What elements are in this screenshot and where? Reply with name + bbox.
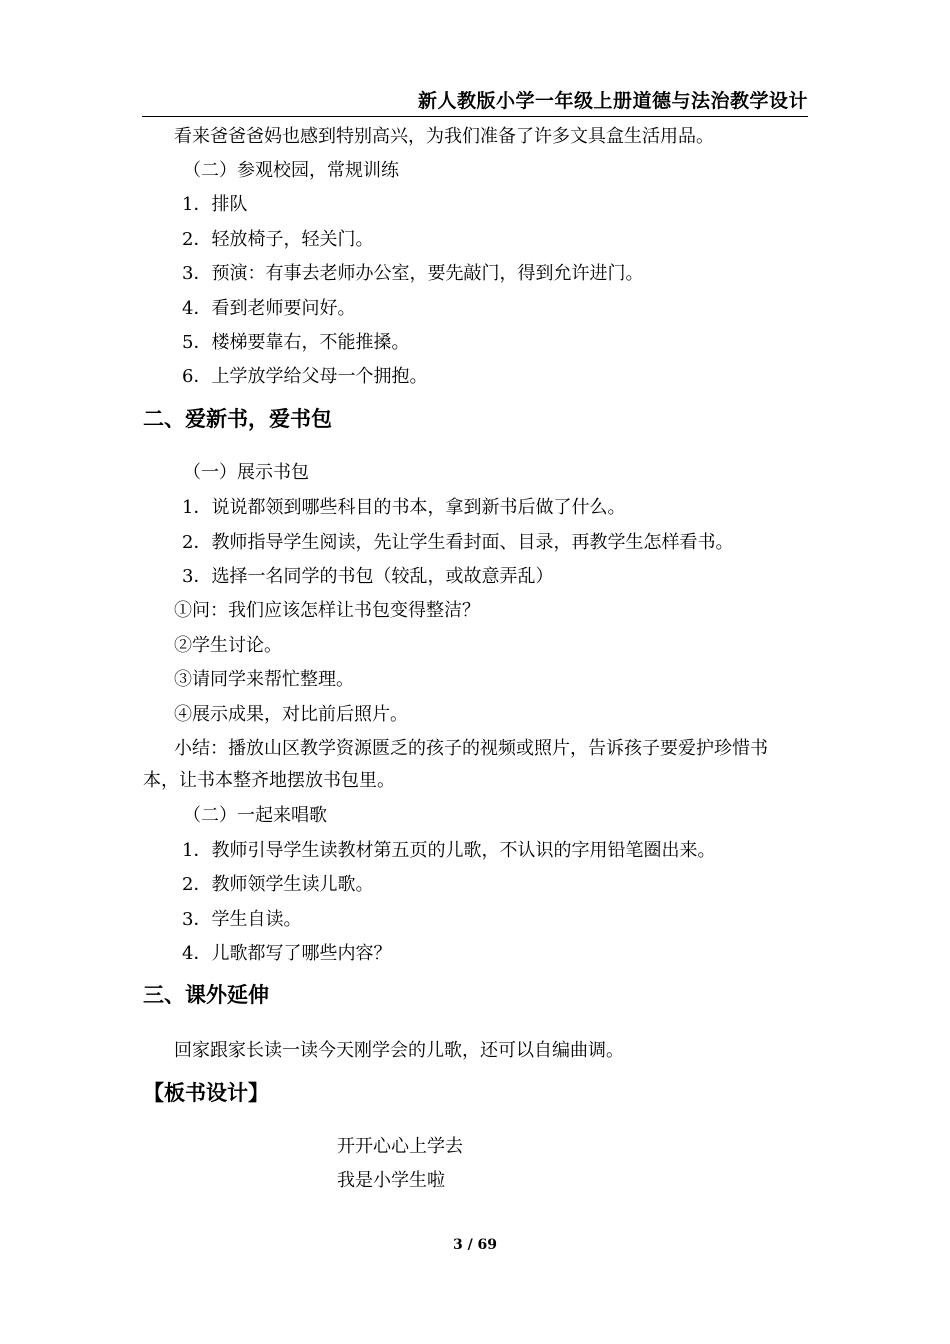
list-item: 2．教师指导学生阅读，先让学生看封面、目录，再教学生怎样看书。 (182, 532, 734, 553)
list-item: 1．教师引导学生读教材第五页的儿歌，不认识的字用铅笔圈出来。 (182, 840, 716, 861)
list-item: 1．说说都领到哪些科目的书本，拿到新书后做了什么。 (182, 497, 626, 518)
header-divider (142, 116, 808, 117)
list-item: ④展示成果，对比前后照片。 (174, 704, 408, 725)
list-item: 3．学生自读。 (182, 909, 302, 930)
list-item: ③请同学来帮忙整理。 (174, 669, 354, 690)
subheading-tour: （二）参观校园，常规训练 (183, 160, 399, 181)
summary-line-1: 小结：播放山区教学资源匮乏的孩子的视频或照片，告诉孩子要爱护珍惜书 (174, 738, 768, 759)
page-number: 3 / 69 (452, 1237, 498, 1253)
summary-line-2: 本，让书本整齐地摆放书包里。 (143, 770, 395, 791)
list-item: 5．楼梯要靠右，不能推搡。 (182, 332, 410, 353)
subheading-sing: （二）一起来唱歌 (183, 805, 327, 826)
section-heading-3: 三、课外延伸 (143, 983, 269, 1007)
list-item: 2．教师领学生读儿歌。 (182, 874, 374, 895)
board-design-heading: 【板书设计】 (143, 1081, 269, 1105)
extension-paragraph: 回家跟家长读一读今天刚学会的儿歌，还可以自编曲调。 (174, 1040, 624, 1061)
list-item: 6．上学放学给父母一个拥抱。 (182, 366, 428, 387)
list-item: ②学生讨论。 (174, 635, 282, 656)
list-item: 4．看到老师要问好。 (182, 298, 356, 319)
board-line: 开开心心上学去 (337, 1136, 463, 1157)
list-item: 4．儿歌都写了哪些内容？ (182, 943, 392, 964)
board-line: 我是小学生啦 (337, 1170, 445, 1191)
list-item: 3．预演：有事去老师办公室，要先敲门，得到允许进门。 (182, 263, 644, 284)
header-title: 新人教版小学一年级上册道德与法治教学设计 (417, 90, 808, 112)
intro-paragraph: 看来爸爸爸妈也感到特别高兴，为我们准备了许多文具盒生活用品。 (174, 126, 714, 147)
list-item: ①问：我们应该怎样让书包变得整洁？ (174, 600, 480, 621)
list-item: 3．选择一名同学的书包（较乱，或故意弄乱） (182, 566, 554, 587)
section-heading-2: 二、爱新书，爱书包 (143, 407, 332, 431)
list-item: 1．排队 (182, 194, 248, 215)
subheading-show: （一）展示书包 (183, 462, 309, 483)
list-item: 2．轻放椅子，轻关门。 (182, 229, 374, 250)
